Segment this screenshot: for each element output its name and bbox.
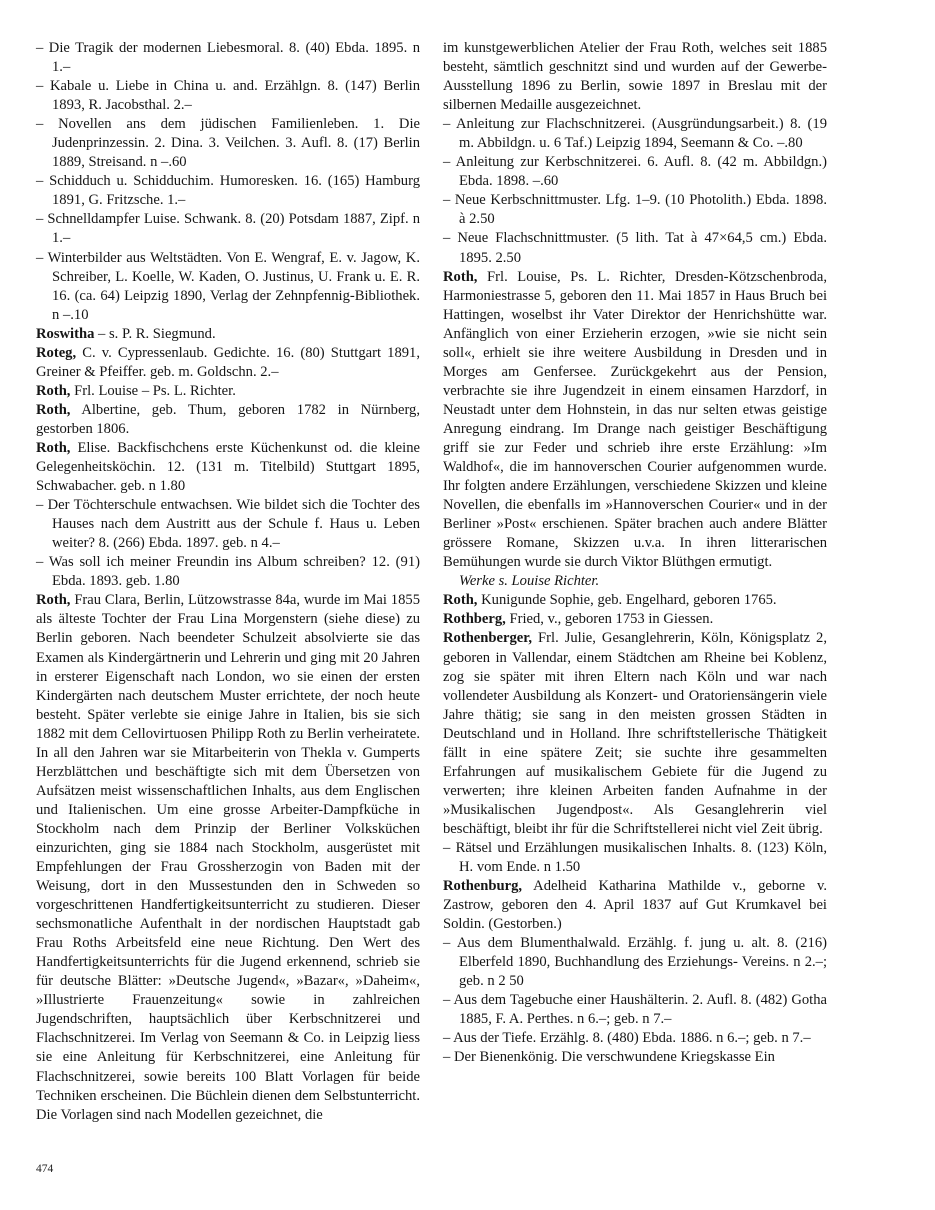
entry-text: Fried, v., geboren 1753 in Giessen.: [505, 611, 714, 628]
entry-headword: Roth,: [36, 401, 71, 418]
entry-headword: Roth,: [443, 592, 478, 609]
entry-text: Frau Clara, Berlin, Lützowstrasse 84a, wurde im Mai 1855 als älteste Tochter der Frau Lina Morgenstern (siehe diese) zu Berlin geboren. Nach beendeter Schulzeit absolvierte sie das Examen als Kindergärtnerin und Lehrerin und ging mit 20 Jahren in ersterer Eigenschaft nach London, wo sie einen der ersten Kindergärten nach deutschem Muster errichtete, der noch heute besteht. Später verlebte sie einige Jahre in Italien, bis sie sich 1882 mit dem Cellovirtuosen Philipp Roth zu Berlin verheiratete. In all den Jahren war sie Mitarbeiterin von Thekla v. Gumperts Herzblättchen und beschäftigte sich mit dem Übersetzen von Aufsätzen meist wissenschaftlichen Inhalts, aus dem Englischen und Italienischen. Um eine grosse Arbeiter-Dampfküche in Stockholm nach dem Prinzip der Berliner Volksküchen einzurichten, ging sie 1884 nach Stockholm, ausgerüstet mit Empfehlungen der Frau Grossherzogin von Baden mit der Weisung, dort in den Mussestunden den in Schweden so vorgeschrittenen Handfertigkeitsunterricht zu studieren. Dieser sechsmonatliche Aufenthalt in der nordischen Hauptstadt gab Frau Roths Arbeitsfeld eine neue Richtung. Den Wert des Handfertigkeitsunterrichts für die Jugend erkennend, schrieb sie für deutsche Blätter: »Deutsche Jugend«, »Bazar«, »Daheim«, »Illustrierte Frauenzeitung« sowie in zahlreichen Jugendschriften, hauptsächlich über Kerbschnitzerei und Flachschnitzerei. Im Verlag von Seemann & Co. in Leipzig liess sie eine Anleitung für Kerbschnitzerei, eine Anleitung für Flachschnitzerei, sowie bereits 100 Blatt Vorlagen für beide Techniken erscheinen. Die Büchlein dienen dem Selbstunterricht. Die Vorlagen sind nach Modellen gezeichnet, die: [36, 592, 420, 1123]
entry-text: Kunigunde Sophie, geb. Engelhard, geboren 1765.: [477, 592, 777, 609]
entry-text: Frl. Louise, Ps. L. Richter, Dresden-Kötzschenbroda, Harmoniestrasse 5, geboren den 11. Mai 1857 in Haus Bruch bei Hattingen, woselbst ihr Vater Direktor der Henrichshütte war. Anfänglich von einer Erzieherin erzogen, »wie sie nicht sein soll«, erhielt sie ihre weitere Ausbildung in Dresden und in Morges am Genfersee. Zurückgekehrt aus der Pension, verbrachte sie ihre Jugendzeit in einem einsamen Harzdorf, in Neustadt unter dem Hohnstein, in das nur selten etwas geistige Anregung eindrang. Im Drange nach geistiger Beschäftigung griff sie zur Feder und schrieb ihre erste Erzählung: »Im Waldhof«, die im hannoverschen Courier aufgenommen wurde. Ihr folgten andere Erzählungen, verschiedene Skizzen und kleine Novellen, die ebenfalls im »Hannoverschen Courier« und in der Berliner »Post« erschienen. Später brachen auch andere Blätter grössere Romane, Skizzen u.v.a. In ihren litterarischen Bemühungen wurde sie durch Viktor Blüthgen ermutigt.: [443, 268, 827, 571]
entry-headword: Rothberg,: [443, 611, 506, 628]
entry: [36, 591, 420, 1124]
entry: [36, 325, 420, 344]
sub-entry: – Aus der Tiefe. Erzählg. 8. (480) Ebda. 1886. n 6.–; geb. n 7.–: [443, 1030, 811, 1047]
entry: [443, 629, 827, 839]
sub-entry: – Novellen ans dem jüdischen Familienleben. 1. Die Judenprinzessin. 2. Dina. 3. Veilchen. 3. Aufl. 8. (17) Berlin 1889, Streisand. n –.60: [36, 116, 420, 171]
entry-text: Frl. Julie, Gesanglehrerin, Köln, Königsplatz 2, geboren in Vallendar, einem Städtchen am Rheine bei Koblenz, zog sie später mit ihren Eltern nach Köln und war nach vollendeter Ausbildung als Konzert- und Oratoriensängerin viele Jahre thätig; sie sang in den meisten grossen Städten in Deutschland und in Holland. Ihre schriftstellerische Thätigkeit fällt in eine spätere Zeit; sie suchte ihre gesammelten Erfahrungen auf musikalischem Gebiete für die Jugend zu verwerten; ihre kleinen Arbeiten fanden Aufnahme in der »Musikalischen Jugendpost«. Als Gesanglehrerin viel beschäftigt, bleibt ihr für die Schriftstellerei nicht viel Zeit übrig.: [443, 630, 827, 837]
sub-entry: – Die Tragik der modernen Liebesmoral. 8. (40) Ebda. 1895. n 1.–: [36, 40, 420, 76]
entry: [443, 268, 827, 573]
entry: [443, 610, 827, 629]
entry: [443, 877, 827, 934]
entry-text: Adelheid Katharina Mathilde v., geborne v. Zastrow, geboren den 4. April 1837 auf Gut Krumkavel bei Soldin. (Gestorben.): [443, 878, 827, 933]
sub-entry: – Der Töchterschule entwachsen. Wie bildet sich die Tochter des Hauses nach dem Austritt aus der Schule f. Haus u. Leben weiter? 8. (266) Ebda. 1897. geb. n 4.–: [36, 497, 420, 552]
entry-text: Frl. Louise – Ps. L. Richter.: [70, 382, 236, 399]
entry: [36, 401, 420, 439]
sub-entry: – Rätsel und Erzählungen musikalischen Inhalts. 8. (123) Köln, H. vom Ende. n 1.50: [443, 839, 827, 876]
entry-headword: Roth,: [36, 592, 71, 609]
entry-headword: Roswitha: [36, 325, 95, 342]
entry-headword: Rothenburg,: [443, 878, 523, 895]
entry-headword: Roth,: [443, 268, 478, 285]
entry: [36, 382, 420, 401]
sub-entry: – Anleitung zur Flachschnitzerei. (Ausgründungsarbeit.) 8. (19 m. Abbildgn. u. 6 Taf.) Leipzig 1894, Seemann & Co. –.80: [443, 116, 827, 152]
right-column: [443, 39, 827, 1068]
entry-text: Albertine, geb. Thum, geboren 1782 in Nürnberg, gestorben 1806.: [36, 401, 420, 437]
sub-entry: – Was soll ich meiner Freundin ins Album schreiben? 12. (91) Ebda. 1893. geb. 1.80: [36, 554, 420, 590]
continuation-text: im kunstgewerblichen Atelier der Frau Roth, welches seit 1885 besteht, sämtlich geschnitzt sind und wurden auf der Gewerbe-Ausstellung 1896 zu Berlin, sowie 1897 in Breslau mit der silbernen Medaille ausgezeichnet.: [443, 40, 827, 114]
page-number: 474: [36, 1163, 54, 1175]
cross-reference-note: Werke s. Louise Richter.: [459, 573, 600, 590]
entry: [443, 591, 827, 610]
entry-text: C. v. Cypressenlaub. Gedichte. 16. (80) Stuttgart 1891, Greiner & Pfeiffer. geb. m. Goldschn. 2.–: [36, 344, 420, 380]
sub-entry: – Neue Kerbschnittmuster. Lfg. 1–9. (10 Photolith.) Ebda. 1898. à 2.50: [443, 192, 827, 228]
left-column: [36, 39, 420, 1125]
sub-entry: – Schidduch u. Schidduchim. Humoresken. 16. (165) Hamburg 1891, G. Fritzsche. 1.–: [36, 173, 420, 209]
entry-headword: Roth,: [36, 439, 71, 456]
sub-entry: – Schnelldampfer Luise. Schwank. 8. (20) Potsdam 1887, Zipf. n 1.–: [36, 211, 420, 247]
sub-entry: – Kabale u. Liebe in China u. and. Erzählgn. 8. (147) Berlin 1893, R. Jacobsthal. 2.–: [36, 78, 420, 114]
sub-entry: – Neue Flachschnittmuster. (5 lith. Tat à 47×64,5 cm.) Ebda. 1895. 2.50: [443, 230, 827, 266]
entry-headword: Rothenberger,: [443, 630, 533, 647]
entry-text: Elise. Backfischchens erste Küchenkunst od. die kleine Gelegenheitsköchin. 12. (131 m. Titelbild) Stuttgart 1895, Schwabacher. geb. n 1.80: [36, 439, 420, 495]
sub-entry: – Der Bienenkönig. Die verschwundene Kriegskasse Ein: [443, 1049, 775, 1066]
sub-entry: – Aus dem Blumenthalwald. Erzählg. f. jung u. alt. 8. (216) Elberfeld 1890, Buchhandlung des Erziehungs- Vereins. n 2.–; geb. n 2 50: [443, 935, 827, 990]
entry-text: – s. P. R. Siegmund.: [94, 325, 216, 342]
sub-entry: – Aus dem Tagebuche einer Haushälterin. 2. Aufl. 8. (482) Gotha 1885, F. A. Perthes. n 6.–; geb. n 7.–: [443, 992, 827, 1028]
sub-entry: – Winterbilder aus Weltstädten. Von E. Wengraf, E. v. Jagow, K. Schreiber, L. Koelle, W. Kaden, O. Justinus, U. Frank u. E. R. 16. (ca. 64) Leipzig 1890, Verlag der Zehnpfennig-Bibliothek. n –.10: [36, 249, 420, 323]
entry-headword: Roteg,: [36, 344, 77, 361]
entry: [36, 344, 420, 382]
sub-entry: – Anleitung zur Kerbschnitzerei. 6. Aufl. 8. (42 m. Abbildgn.) Ebda. 1898. –.60: [443, 154, 827, 190]
entry: [36, 439, 420, 496]
entry-headword: Roth,: [36, 382, 71, 399]
